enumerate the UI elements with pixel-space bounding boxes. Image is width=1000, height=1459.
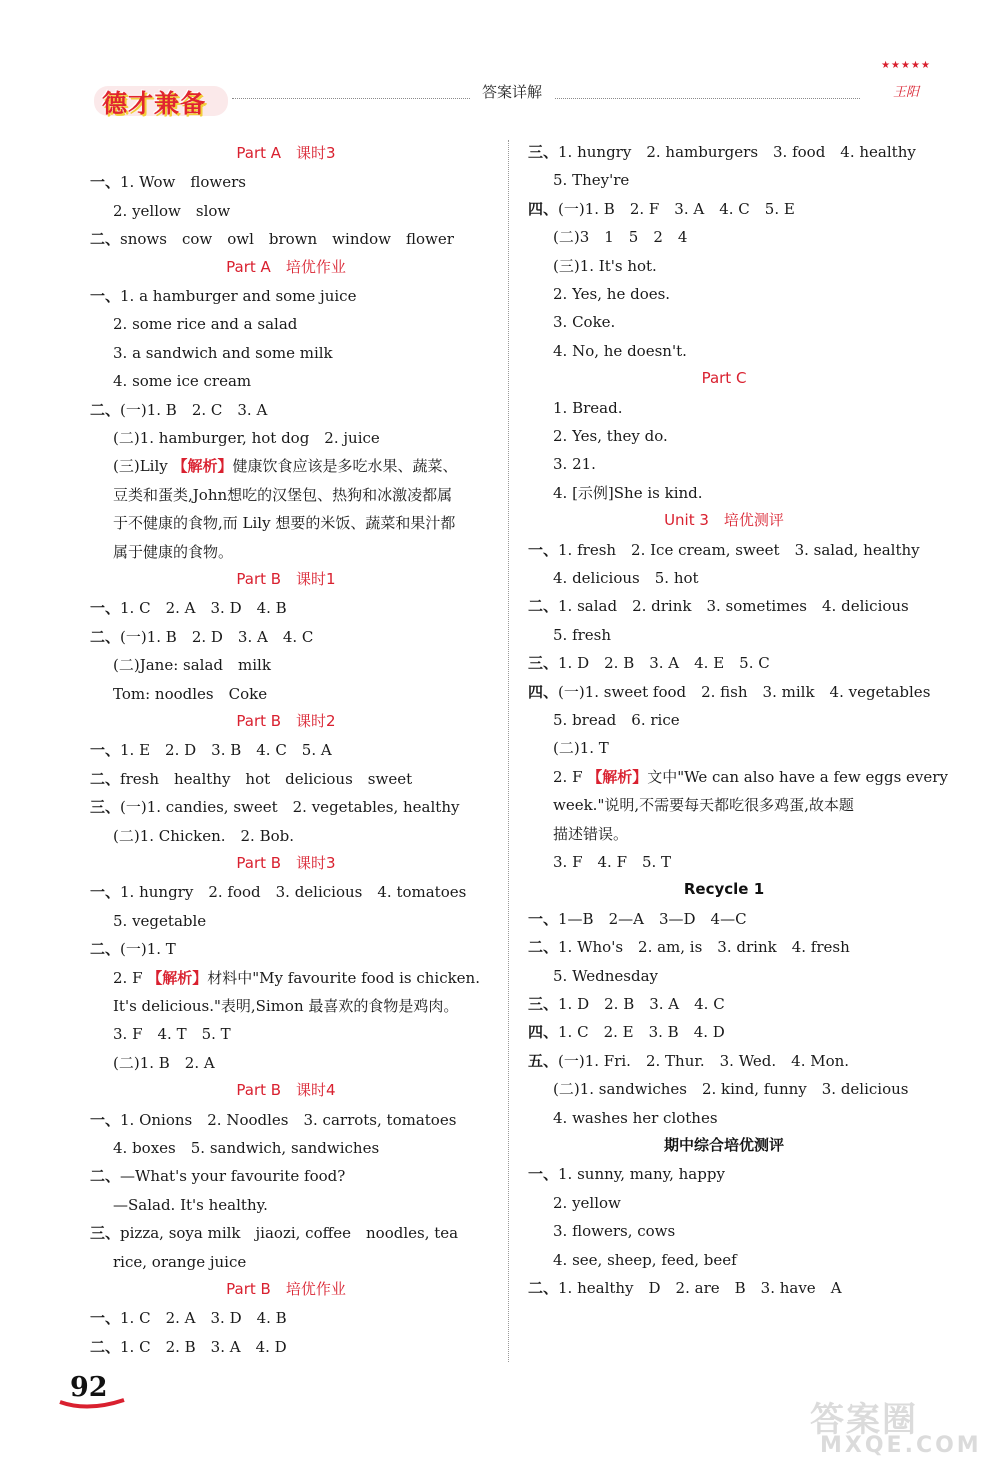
logo — [92, 80, 232, 120]
question-number: 一、 — [90, 599, 121, 618]
answer-line — [528, 1278, 842, 1298]
answer-text: 2. F — [113, 968, 148, 987]
answer-text: 1. Onions 2. Noodles 3. carrots, tomatoes — [120, 1110, 457, 1129]
question-number: 一、 — [90, 1309, 121, 1328]
answer-text: 2. yellow — [553, 1193, 621, 1212]
question-number: 一、 — [90, 173, 121, 192]
analysis-text: 材料中"My favourite food is chicken. — [207, 968, 480, 987]
answer-text: 1. D 2. B 3. A 4. C — [558, 995, 725, 1013]
section-heading: Part B 课时4 — [236, 1081, 336, 1100]
answer-text: (二)1. B 2. A — [113, 1053, 215, 1072]
answer-text: 1. a hamburger and some juice — [120, 287, 357, 305]
watermark-url: MXQE.COM — [820, 1433, 982, 1458]
answer-text: 3. F 4. F 5. T — [553, 853, 672, 871]
answer-text: 1. Wow flowers — [120, 173, 246, 192]
answer-text: 描述错误。 — [553, 824, 629, 843]
answer-line — [553, 1108, 718, 1128]
section-heading: Part B 课时1 — [236, 570, 336, 588]
answer-text: 4. see, sheep, feed, beef — [553, 1250, 737, 1269]
answer-line — [90, 286, 356, 306]
answer-line — [90, 627, 313, 647]
answer-text: (二)1. T — [553, 739, 609, 758]
answer-text: 3. flowers, cows — [553, 1222, 676, 1241]
page-title: 答案详解 — [470, 81, 554, 102]
answer-text: fresh healthy hot delicious sweet — [120, 769, 413, 788]
question-number: 三、 — [528, 654, 559, 673]
question-number: 一、 — [528, 1165, 559, 1184]
answer-line — [553, 256, 657, 276]
answer-text: 3. a sandwich and some milk — [113, 343, 333, 362]
answer-line — [113, 1024, 231, 1044]
answer-text: 5. They're — [553, 171, 630, 190]
answer-text: (一)1. B 2. C 3. A — [120, 400, 268, 419]
answer-line — [113, 655, 271, 675]
question-number: 二、 — [90, 1167, 121, 1186]
answer-text: (一)1. B 2. D 3. A 4. C — [120, 627, 314, 646]
answer-line — [113, 513, 455, 533]
answer-line — [90, 939, 176, 959]
analysis-tag: 【解析】 — [172, 457, 233, 476]
watermark-logo: 答案圈 — [810, 1400, 918, 1440]
question-number: 一、 — [528, 540, 559, 559]
answer-line — [90, 229, 454, 249]
answer-text: 5. vegetable — [113, 911, 207, 930]
answer-line — [90, 797, 459, 817]
question-number: 二、 — [90, 400, 121, 419]
brand-mark — [870, 60, 942, 110]
answer-text: 1. fresh 2. Ice cream, sweet 3. salad, healthy — [558, 540, 920, 559]
column-divider — [508, 140, 509, 1362]
answer-line — [113, 1252, 246, 1272]
answer-text: 2. some rice and a salad — [113, 315, 298, 334]
answer-line — [553, 710, 680, 730]
answer-line — [113, 1053, 215, 1073]
analysis-text: 健康饮食应该是多吃水果、蔬菜、 — [232, 457, 458, 476]
answer-line — [113, 314, 297, 334]
question-number: 四、 — [528, 682, 559, 701]
answer-line — [528, 199, 795, 219]
answer-text: 1. C 2. B 3. A 4. D — [120, 1337, 287, 1356]
answer-line — [553, 483, 703, 503]
answer-text: 4. delicious 5. hot — [553, 569, 699, 587]
page-number: 92 — [70, 1372, 108, 1403]
answer-text: 1. C 2. A 3. D 4. B — [120, 1309, 287, 1328]
answer-line — [113, 826, 294, 846]
answer-text: 1—B 2—A 3—D 4—C — [558, 909, 747, 928]
answer-text: 1. healthy D 2. are B 3. have A — [558, 1279, 842, 1297]
answer-text: 5. fresh — [553, 625, 612, 644]
answer-text: (三)1. It's hot. — [553, 256, 657, 275]
answer-line — [113, 996, 458, 1016]
answer-text: 于不健康的食物,而 Lily 想要的米饭、蔬菜和果汁都 — [113, 514, 456, 533]
question-number: 二、 — [90, 230, 121, 249]
answer-line — [113, 371, 251, 391]
answer-line — [113, 428, 380, 448]
section-heading: Recycle 1 — [683, 880, 765, 899]
brand-text: 王阳 — [892, 85, 919, 100]
answer-text: —Salad. It's healthy. — [113, 1195, 268, 1214]
watermark — [810, 1392, 990, 1458]
answer-line — [528, 937, 850, 957]
answer-text: 1. Who's 2. am, is 3. drink 4. fresh — [558, 938, 850, 957]
answer-line — [553, 426, 668, 446]
logo-text: 德才兼备 — [102, 89, 207, 118]
question-number: 二、 — [528, 938, 559, 957]
question-number: 四、 — [528, 199, 559, 218]
section-heading: Part C — [701, 369, 747, 388]
answer-line — [528, 909, 747, 929]
question-number: 一、 — [90, 883, 121, 902]
answer-line — [528, 1051, 849, 1071]
question-number: 二、 — [90, 627, 121, 646]
answer-line — [553, 852, 671, 872]
answer-text: 2. Yes, they do. — [553, 427, 668, 445]
answer-text: 1. C 2. A 3. D 4. B — [120, 599, 287, 618]
answer-text: 3. 21. — [553, 455, 596, 474]
answer-line — [553, 454, 596, 474]
answer-line — [113, 542, 233, 562]
question-number: 二、 — [90, 940, 121, 959]
answer-line — [90, 882, 466, 902]
answer-line — [553, 795, 854, 815]
answer-line — [90, 769, 412, 789]
answer-text: 1. hungry 2. food 3. delicious 4. tomatoes — [120, 883, 467, 902]
answer-text: 1. sunny, many, happy — [558, 1165, 725, 1184]
answer-text: (二)1. Chicken. 2. Bob. — [113, 826, 295, 845]
answer-line — [90, 400, 267, 420]
answer-line — [528, 653, 770, 673]
answer-text: 豆类和蛋类,John想吃的汉堡包、热狗和冰激凌都属 — [113, 485, 453, 504]
answer-text: (一)1. B 2. F 3. A 4. C 5. E — [558, 199, 795, 218]
question-number: 三、 — [528, 143, 559, 161]
section-heading: Part B 培优作业 — [226, 1280, 346, 1298]
answer-line — [553, 398, 622, 418]
question-number: 三、 — [90, 1224, 121, 1243]
answer-line — [553, 1250, 737, 1270]
section-heading: Part B 课时3 — [236, 854, 336, 872]
answer-line — [528, 142, 916, 162]
answer-line — [90, 1308, 287, 1328]
answer-line — [528, 540, 920, 560]
answer-text: 2. yellow slow — [113, 201, 231, 220]
answer-line — [553, 341, 687, 361]
answer-line — [113, 485, 452, 505]
answer-text: 1. D 2. B 3. A 4. E 5. C — [558, 654, 770, 673]
answer-text: It's delicious."表明,Simon 最喜欢的食物是鸡肉。 — [113, 997, 459, 1015]
answer-line — [113, 968, 480, 988]
analysis-tag: 【解析】 — [147, 968, 208, 987]
question-number: 二、 — [90, 1337, 121, 1356]
answer-line — [528, 994, 725, 1014]
answer-line — [528, 1164, 725, 1184]
question-number: 一、 — [90, 287, 121, 305]
answer-text: pizza, soya milk jiaozi, coffee noodles, tea — [120, 1224, 459, 1243]
question-number: 三、 — [528, 995, 559, 1013]
answer-text: 1. salad 2. drink 3. sometimes 4. delicious — [558, 597, 909, 616]
answer-line — [113, 201, 230, 221]
answer-line — [90, 1337, 287, 1357]
answer-line — [90, 598, 287, 618]
answer-line — [553, 824, 628, 844]
answer-text: 属于健康的食物。 — [113, 542, 234, 561]
question-number: 一、 — [90, 1110, 121, 1129]
answer-line — [553, 170, 629, 190]
answer-line — [528, 682, 930, 702]
answer-text: rice, orange juice — [113, 1252, 247, 1271]
answer-line — [113, 1138, 379, 1158]
section-heading: Part B 课时2 — [236, 712, 336, 730]
question-number: 五、 — [528, 1051, 559, 1070]
answer-text: (一)1. candies, sweet 2. vegetables, healthy — [120, 798, 460, 817]
answer-line — [113, 456, 458, 476]
answer-text: (二)1. hamburger, hot dog 2. juice — [113, 429, 380, 447]
answer-line — [553, 1079, 908, 1099]
answer-line — [553, 1221, 675, 1241]
section-heading: Part A 课时3 — [236, 144, 336, 162]
answer-text: (一)1. T — [120, 940, 176, 959]
answer-line — [553, 568, 699, 588]
answer-text: (一)1. Fri. 2. Thur. 3. Wed. 4. Mon. — [558, 1051, 850, 1070]
section-heading: Unit 3 培优测评 — [664, 511, 784, 530]
question-number: 四、 — [528, 1023, 559, 1042]
answer-line — [553, 227, 687, 247]
answer-line — [553, 966, 658, 986]
question-number: 一、 — [528, 909, 559, 928]
analysis-text: 文中"We can also have a few eggs every — [647, 767, 948, 786]
answer-line — [90, 1166, 345, 1186]
answer-line — [528, 1022, 725, 1042]
answer-text: week."说明,不需要每天都吃很多鸡蛋,故本题 — [553, 796, 854, 815]
answer-text: 4. boxes 5. sandwich, sandwiches — [113, 1139, 380, 1157]
question-number: 三、 — [90, 798, 121, 817]
answer-text: 5. Wednesday — [553, 966, 659, 985]
answer-line — [528, 596, 909, 616]
question-number: 二、 — [528, 597, 559, 616]
answer-text: (一)1. sweet food 2. fish 3. milk 4. vegetables — [558, 682, 931, 701]
question-number: 二、 — [528, 1279, 559, 1297]
answer-text: 1. E 2. D 3. B 4. C 5. A — [120, 741, 332, 760]
answer-line — [553, 738, 609, 758]
section-heading: Part A 培优作业 — [226, 257, 346, 276]
question-number: 二、 — [90, 769, 121, 788]
answer-line — [553, 284, 670, 304]
answer-text: 4. washes her clothes — [553, 1108, 718, 1127]
answer-line — [90, 740, 332, 760]
answer-line — [553, 767, 948, 787]
answer-text: (二)1. sandwiches 2. kind, funny 3. delicious — [553, 1080, 909, 1099]
answer-line — [553, 1193, 621, 1213]
section-heading: 期中综合培优测评 — [663, 1136, 785, 1154]
answer-text: 3. Coke. — [553, 313, 616, 332]
answer-text: 4. some ice cream — [113, 372, 252, 391]
answer-line — [553, 625, 611, 645]
answer-text: 2. Yes, he does. — [553, 285, 671, 303]
answer-line — [113, 343, 333, 363]
swoosh-icon — [58, 1398, 128, 1412]
answer-text: 1. Bread. — [553, 398, 623, 417]
answer-line — [553, 312, 615, 332]
answer-line — [113, 1195, 268, 1215]
answer-text: 2. F — [553, 767, 588, 786]
answer-text: snows cow owl brown window flower — [120, 230, 454, 249]
answer-line — [90, 1110, 456, 1130]
answer-line — [113, 911, 206, 931]
answer-text: Tom: noodles Coke — [113, 684, 268, 703]
answer-text: 4. [示例]She is kind. — [553, 483, 703, 502]
answer-text: 1. C 2. E 3. B 4. D — [558, 1023, 725, 1042]
answer-text: —What's your favourite food? — [120, 1167, 346, 1186]
question-number: 一、 — [90, 741, 121, 760]
answer-line — [90, 1223, 458, 1243]
answer-line — [113, 684, 267, 704]
answer-text: 4. No, he doesn't. — [553, 341, 687, 360]
answer-text: (三)Lily — [113, 457, 173, 476]
answer-line — [90, 172, 246, 192]
answer-text: 3. F 4. T 5. T — [113, 1025, 231, 1044]
answer-text: 5. bread 6. rice — [553, 711, 680, 729]
answer-text: 1. hungry 2. hamburgers 3. food 4. healthy — [558, 143, 916, 161]
stars-icon: ★★★★★ — [881, 60, 931, 71]
answer-text: (二)3 1 5 2 4 — [553, 228, 688, 247]
answer-text: (二)Jane: salad milk — [113, 656, 271, 675]
analysis-tag: 【解析】 — [587, 767, 648, 786]
